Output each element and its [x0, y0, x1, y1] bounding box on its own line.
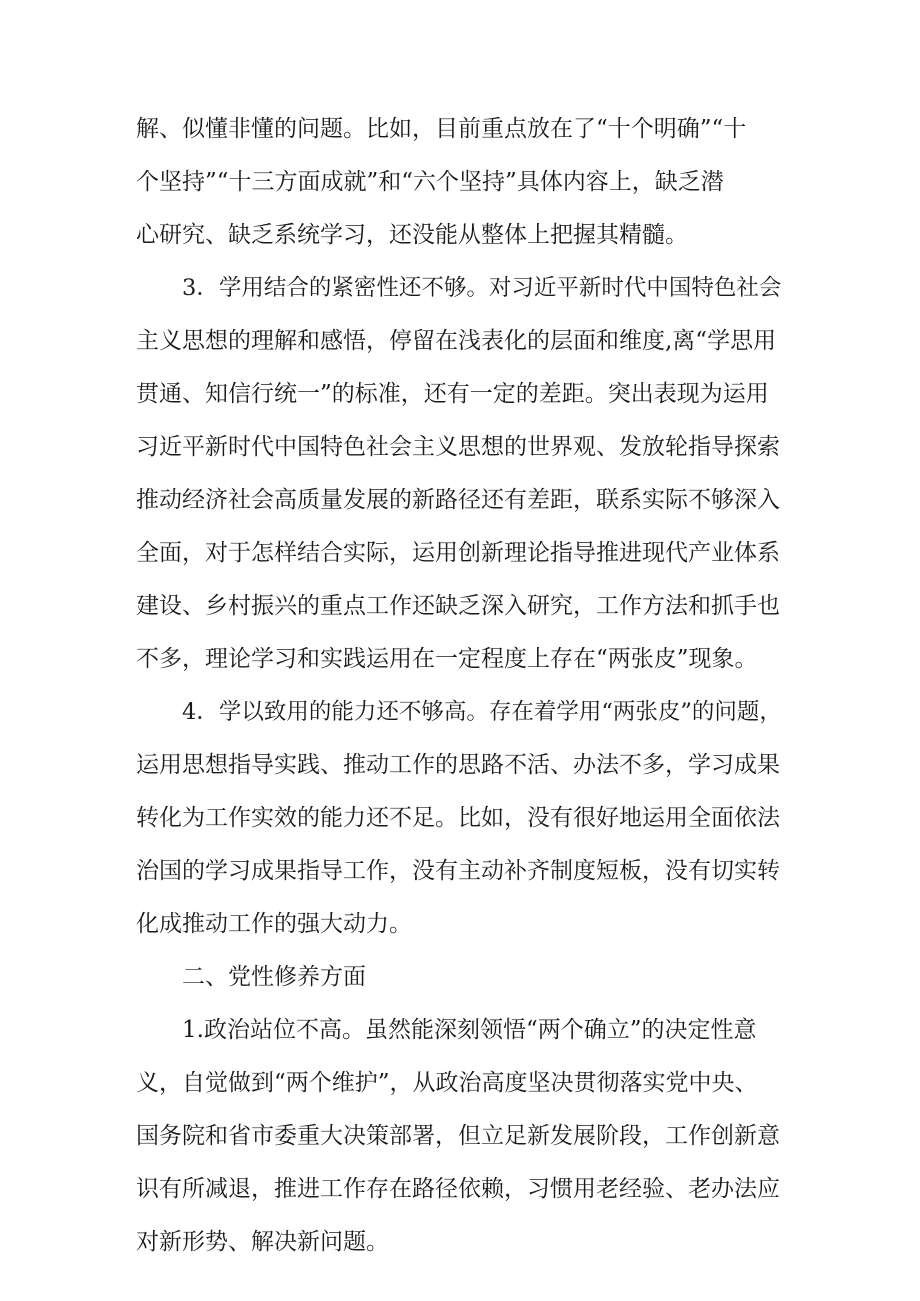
text-line: 心研究、缺乏系统学习，还没能从整体上把握其精髓。: [136, 222, 688, 248]
section-heading: 二、党性修养方面: [182, 964, 366, 990]
text-line: 习近平新时代中国特色社会主义思想的世界观、发放轮指导探索: [136, 434, 780, 460]
text-line: 3．学用结合的紧密性还不够。对习近平新时代中国特色社会: [182, 275, 782, 301]
text-line: 转化为工作实效的能力还不足。比如，没有很好地运用全面依法: [136, 805, 780, 831]
text-line: 4．学以致用的能力还不够高。存在着学用“两张皮”的问题，: [182, 699, 782, 725]
text-line: 国务院和省市委重大决策部署，但立足新发展阶段，工作创新意: [136, 1123, 780, 1149]
text-line: 义，自觉做到“两个维护”，从政治高度坚决贯彻落实党中央、: [136, 1070, 758, 1096]
text-line: 识有所减退，推进工作存在路径依赖，习惯用老经验、老办法应: [136, 1176, 780, 1202]
text-line: 全面，对于怎样结合实际，运用创新理论指导推进现代产业体系: [136, 540, 780, 566]
text-line: 化成推动工作的强大动力。: [136, 911, 412, 937]
text-line: 个坚持”“十三方面成就”和“六个坚持”具体内容上，缺乏潜: [136, 169, 724, 195]
text-line: 运用思想指导实践、推动工作的思路不活、办法不多，学习成果: [136, 752, 780, 778]
text-line: 1.政治站位不高。虽然能深刻领悟“两个确立”的决定性意: [182, 1017, 757, 1043]
text-line: 解、似懂非懂的问题。比如，目前重点放在了“十个明确”“十: [136, 116, 747, 142]
text-line: 主义思想的理解和感悟，停留在浅表化的层面和维度,离“学思用: [136, 328, 777, 354]
text-line: 治国的学习成果指导工作，没有主动补齐制度短板，没有切实转: [136, 858, 780, 884]
text-line: 对新形势、解决新问题。: [136, 1229, 389, 1255]
text-line: 推动经济社会高质量发展的新路径还有差距，联系实际不够深入: [136, 487, 780, 513]
text-line: 不多，理论学习和实践运用在一定程度上存在“两张皮”现象。: [136, 646, 758, 672]
text-line: 建设、乡村振兴的重点工作还缺乏深入研究，工作方法和抓手也: [136, 593, 780, 619]
text-line: 贯通、知信行统一”的标准，还有一定的差距。突出表现为运用: [136, 381, 769, 407]
